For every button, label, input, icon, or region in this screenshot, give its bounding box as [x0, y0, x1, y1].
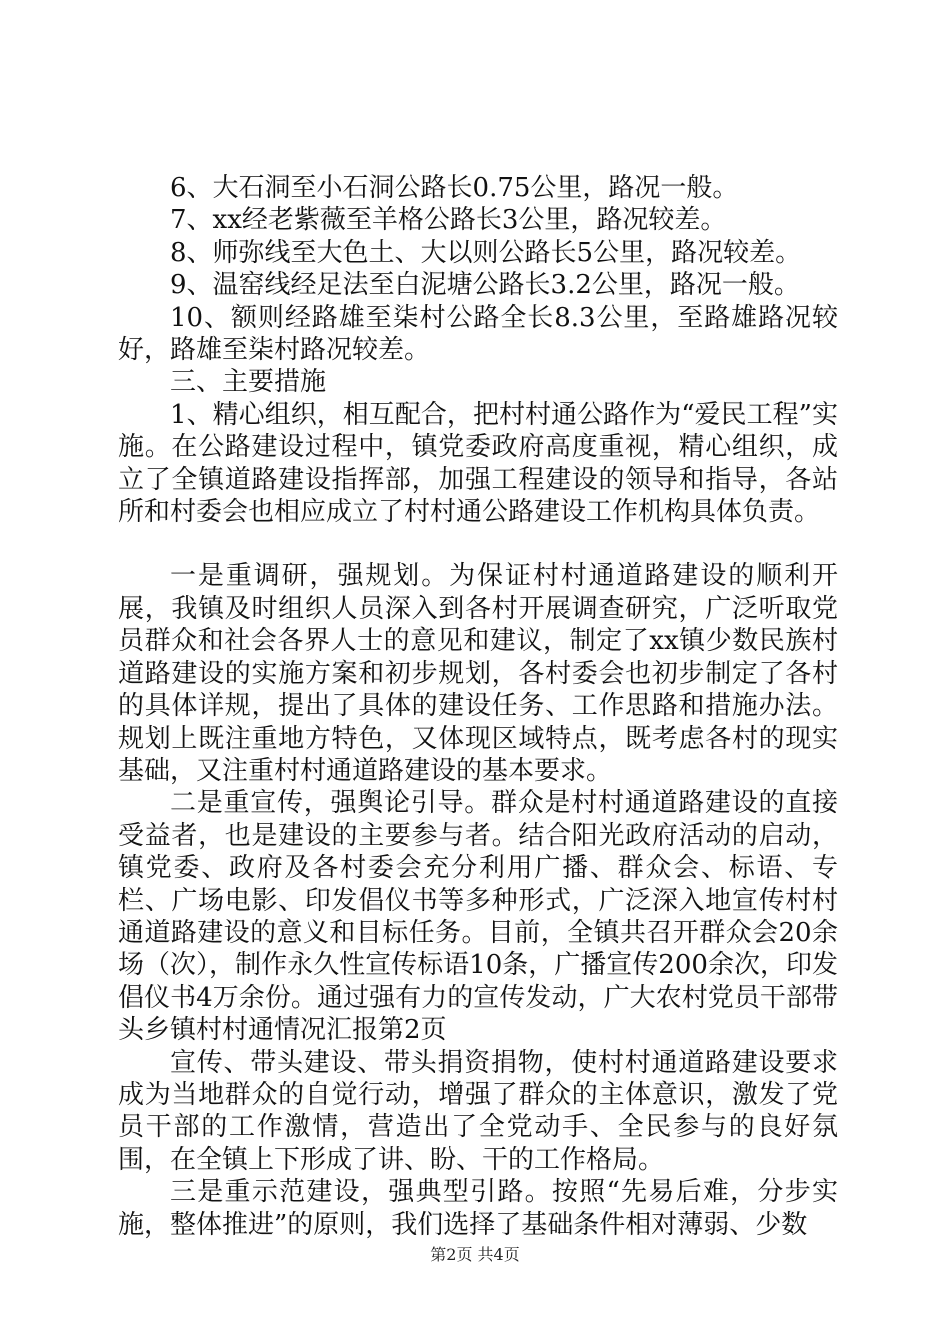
paragraph-measure-1: 1、精心组织，相互配合，把村村通公路作为“爱民工程”实施。在公路建设过程中，镇党委政府高度重视，精心组织，成立了全镇道路建设指挥部，加强工程建设的领导和指导，各站所和村委会也相应成立了村村通公路建设工作机构具体负责。	[118, 399, 838, 528]
paragraph-demonstration: 三是重示范建设，强典型引路。按照“先易后难，分步实施，整体推进”的原则，我们选择了基础条件相对薄弱、少数	[118, 1177, 838, 1240]
page-footer: 第2页 共4页	[430, 1245, 520, 1264]
paragraph-road-8: 8、师弥线至大色土、大以则公路长5公里，路况较差。	[170, 237, 802, 268]
section-heading-measures: 三、主要措施	[170, 367, 327, 398]
paragraph-road-7: 7、xx经老紫薇至羊格公路长3公里，路况较差。	[170, 205, 727, 236]
paragraph-road-10: 10、额则经路雄至柒村公路全长8.3公里，至路雄路况较好，路雄至柒村路况较差。	[118, 302, 838, 366]
paragraph-publicity: 二是重宣传，强舆论引导。群众是村村通道路建设的直接受益者，也是建设的主要参与者。结合阳光政府活动的启动，镇党委、政府及各村委会充分利用广播、群众会、标语、专栏、广场电影、印发倡仪书等多种形式，广泛深入地宣传村村通道路建设的意义和目标任务。目前，全镇共召开群众会20余场（次），制作永久性宣传标语10条，广播宣传200余次，印发倡仪书4万余份。通过强有力的宣传发动，广大农村党员干部带头乡镇村村通情况汇报第2页	[118, 788, 838, 1046]
document-body	[118, 172, 838, 1241]
paragraph-research-planning: 一是重调研，强规划。为保证村村通道路建设的顺利开展，我镇及时组织人员深入到各村开展调查研究，广泛听取党员群众和社会各界人士的意见和建议，制定了xx镇少数民族村道路建设的实施方案和初步规划，各村委会也初步制定了各村的具体详规，提出了具体的建设任务、工作思路和措施办法。规划上既注重地方特色，又体现区域特点，既考虑各村的现实基础，又注重村村通道路建设的基本要求。	[118, 561, 838, 786]
paragraph-road-6: 6、大石洞至小石洞公路长0.75公里，路况一般。	[170, 173, 739, 203]
paragraph-road-9: 9、温窑线经足法至白泥塘公路长3.2公里，路况一般。	[170, 270, 800, 301]
paragraph-publicity-continued: 宣传、带头建设、带头捐资捐物，使村村通道路建设要求成为当地群众的自觉行动，增强了群众的主体意识，激发了党员干部的工作激情，营造出了全党动手、全民参与的良好氛围，在全镇上下形成了讲、盼、干的工作格局。	[118, 1047, 838, 1175]
